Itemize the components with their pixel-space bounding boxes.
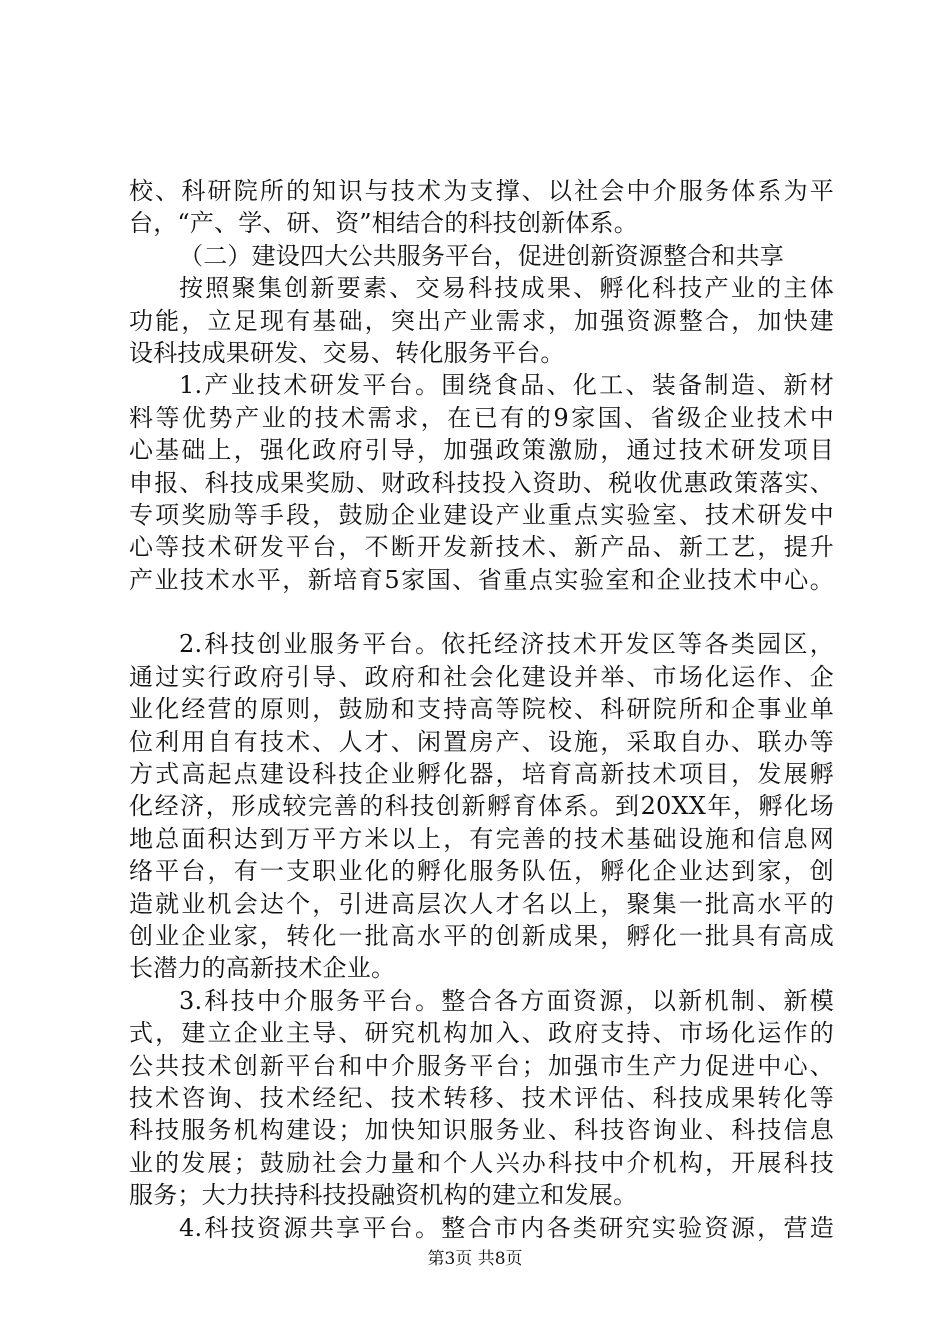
text-line: 设科技成果研发、交易、转化服务平台。 [129,338,565,367]
text-line: （二）建设四大公共服务平台，促进创新资源整合和共享 [179,241,784,270]
text-line: 申报、科技成果奖励、财政科技投入资助、税收优惠政策落实、 [129,468,834,497]
text-line: 业化经营的原则，鼓励和支持高等院校、科研院所和企事业单 [129,695,834,724]
text-line: 技术咨询、技术经纪、技术转移、技术评估、科技成果转化等 [129,1083,834,1112]
document-body [129,175,834,1244]
text-line: 地总面积达到万平方米以上，有完善的技术基础设施和信息网 [129,824,834,853]
text-line: 络平台，有一支职业化的孵化服务队伍，孵化企业达到家，创 [129,857,834,886]
text-line: 造就业机会达个，引进高层次人才名以上，聚集一批高水平的 [129,889,834,918]
text-line: 化经济，形成较完善的科技创新孵育体系。到20XX年，孵化场 [129,792,834,821]
text-line: 校、科研院所的知识与技术为支撑、以社会中介服务体系为平 [129,177,834,205]
text-line: 1.产业技术研发平台。围绕食品、化工、装备制造、新材 [179,371,834,400]
text-line: 长潜力的高新技术企业。 [129,954,396,983]
text-line: 公共技术创新平台和中介服务平台；加强市生产力促进中心、 [129,1051,834,1080]
blank-line [129,596,834,628]
text-line: 4.科技资源共享平台。整合市内各类研究实验资源，营造 [179,1213,834,1242]
text-line: 科技服务机构建设；加快知识服务业、科技咨询业、科技信息 [129,1116,834,1145]
page-footer: 第3页 共8页 [427,1249,523,1269]
text-line: 方式高起点建设科技企业孵化器，培育高新技术项目，发展孵 [129,760,834,789]
text-line: 位利用自有技术、人才、闲置房产、设施，采取自办、联办等 [129,727,834,756]
text-line: 业的发展；鼓励社会力量和个人兴办科技中介机构，开展科技 [129,1148,834,1177]
text-line: 3.科技中介服务平台。整合各方面资源，以新机制、新模 [179,986,834,1015]
text-line: 通过实行政府引导、政府和社会化建设并举、市场化运作、企 [129,662,834,691]
text-line: 产业技术水平，新培育5家国、省重点实验室和企业技术中心。 [129,565,834,594]
text-line: 服务；大力扶持科技投融资机构的建立和发展。 [129,1181,638,1210]
text-line: 料等优势产业的技术需求，在已有的9家国、省级企业技术中 [129,403,834,432]
text-line: 心基础上，强化政府引导，加强政策激励，通过技术研发项目 [129,436,834,465]
text-line: 台，“产、学、研、资”相结合的科技创新体系。 [129,209,638,238]
text-line: 功能，立足现有基础，突出产业需求，加强资源整合，加快建 [129,306,834,335]
text-line: 式，建立企业主导、研究机构加入、政府支持、市场化运作的 [129,1019,834,1048]
text-line: 按照聚集创新要素、交易科技成果、孵化科技产业的主体 [179,274,834,303]
text-line: 2.科技创业服务平台。依托经济技术开发区等各类园区， [179,630,834,659]
text-line: 创业企业家，转化一批高水平的创新成果，孵化一批具有高成 [129,921,834,950]
text-line: 专项奖励等手段，鼓励企业建设产业重点实验室、技术研发中 [129,500,834,529]
text-line: 心等技术研发平台，不断开发新技术、新产品、新工艺，提升 [129,533,834,562]
